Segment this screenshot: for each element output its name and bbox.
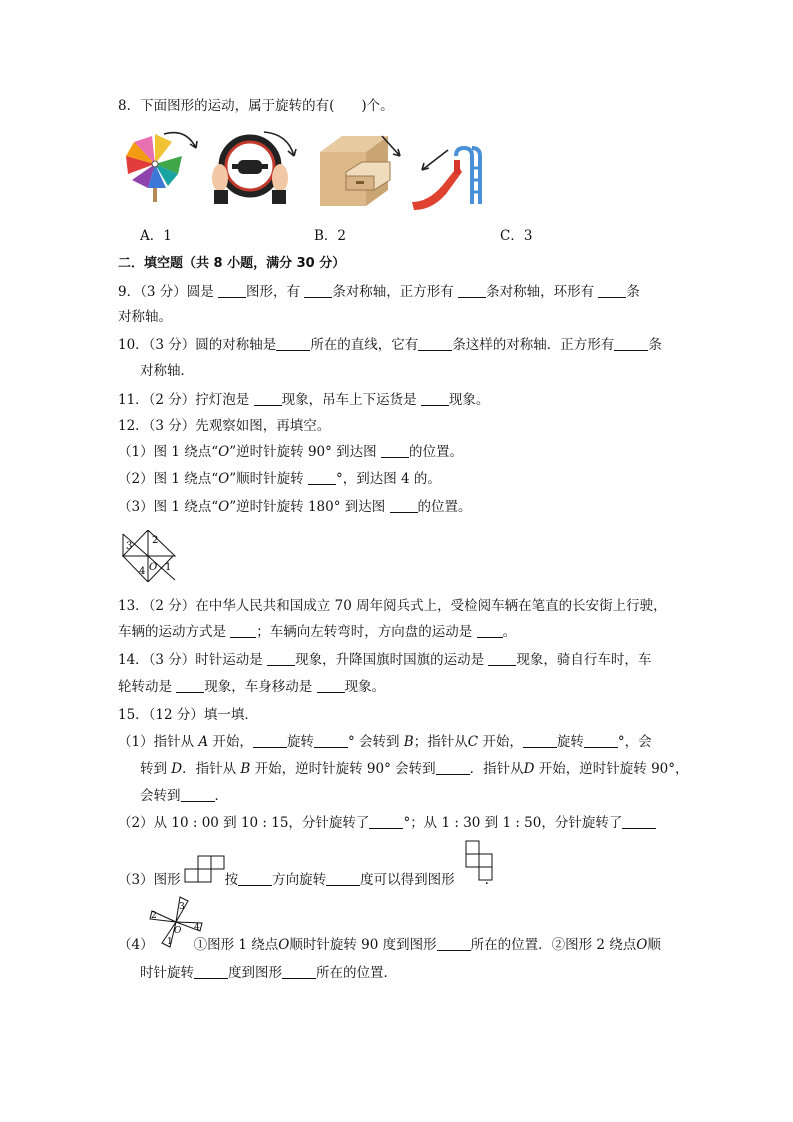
q10-line2: 对称轴． bbox=[140, 363, 194, 379]
fig2-label-4: 4 bbox=[194, 923, 200, 933]
q15-part1-line2: 转到 D．指针从 B 开始，逆时针旋转 90° 会转到 ．指针从D 开始，逆时针旋转 90°， bbox=[140, 761, 689, 777]
answer-blank[interactable] bbox=[622, 814, 656, 829]
option-c: C．3 bbox=[500, 228, 533, 244]
section-title: 二．填空题（共 8 小题，满分 30 分） bbox=[118, 256, 346, 271]
answer-blank[interactable] bbox=[254, 391, 282, 406]
answer-blank[interactable] bbox=[314, 733, 348, 748]
q12-part1: （1）图 1 绕点“O”逆时针旋转 90° 到达图 的位置。 bbox=[118, 444, 463, 460]
shape-grid-figure-2 bbox=[465, 840, 495, 884]
answer-blank[interactable] bbox=[194, 964, 228, 979]
shape-grid-figure-1 bbox=[184, 855, 228, 885]
fig-label-2: 2 bbox=[152, 535, 159, 546]
answer-blank[interactable] bbox=[437, 936, 471, 951]
answer-blank[interactable] bbox=[598, 283, 626, 298]
slide-icon bbox=[408, 144, 490, 212]
fig-label-3: 3 bbox=[126, 541, 133, 552]
fig2-label-3: 3 bbox=[179, 902, 185, 912]
q15-part2: （2）从 10 : 00 到 10 : 15，分针旋转了 °；从 1 : 30 到 1 : 50，分针旋转了 bbox=[118, 813, 656, 833]
q15-part1-line1: （1）指针从 A 开始， 旋转 ° 会转到 B；指针从C 开始， 旋转 °，会 bbox=[118, 734, 652, 750]
answer-blank[interactable] bbox=[421, 391, 449, 406]
fig2-label-o: O bbox=[174, 926, 182, 936]
q9-line2: 对称轴。 bbox=[118, 309, 172, 325]
answer-blank[interactable] bbox=[326, 871, 360, 886]
steering-wheel-icon bbox=[210, 128, 300, 208]
answer-blank[interactable] bbox=[181, 787, 215, 802]
answer-blank[interactable] bbox=[390, 498, 418, 513]
q15-part4-line2: 时针旋转 度到图形 所在的位置． bbox=[140, 965, 397, 981]
q12-part2: （2）图 1 绕点“O”顺时针旋转 °，到达图 4 的。 bbox=[118, 471, 441, 487]
q15-part4-line1: （4） ①图形 1 绕点O顺时针旋转 90 度到图形 所在的位置．②图形 2 绕点O顺 bbox=[118, 937, 661, 953]
q15-stem: 15．（12 分）填一填． bbox=[118, 707, 258, 723]
answer-blank[interactable] bbox=[436, 760, 470, 775]
q13-line2: 车辆的运动方式是 ；车辆向左转弯时，方向盘的运动是 。 bbox=[118, 624, 517, 640]
answer-blank[interactable] bbox=[381, 443, 409, 458]
drawer-cabinet-icon bbox=[316, 132, 408, 210]
answer-blank[interactable] bbox=[304, 283, 332, 298]
fig-label-1: 1 bbox=[165, 562, 172, 573]
answer-blank[interactable] bbox=[458, 283, 486, 298]
q13-line1: 13．（2 分）在中华人民共和国成立 70 周年阅兵式上，受检阅车辆在笔直的长安街上行驶， bbox=[118, 598, 667, 614]
q15-part1-line3: 会转到 ． bbox=[140, 788, 228, 804]
answer-blank[interactable] bbox=[369, 814, 403, 829]
answer-blank[interactable] bbox=[176, 678, 204, 693]
q10-line1: 10．（3 分）圆的对称轴是 所在的直线，它有 条这样的对称轴．正方形有 条 bbox=[118, 337, 662, 353]
answer-blank[interactable] bbox=[282, 964, 316, 979]
answer-blank[interactable] bbox=[317, 678, 345, 693]
answer-blank[interactable] bbox=[418, 336, 452, 351]
q14-line1: 14．（3 分）时针运动是 现象，升降国旗时国旗的运动是 现象，骑自行车时，车 bbox=[118, 652, 652, 668]
answer-blank[interactable] bbox=[584, 733, 618, 748]
fig2-label-2: 2 bbox=[151, 911, 157, 921]
answer-blank[interactable] bbox=[253, 733, 287, 748]
answer-blank[interactable] bbox=[238, 871, 272, 886]
answer-blank[interactable] bbox=[308, 470, 336, 485]
fig-label-o: O bbox=[149, 562, 158, 573]
rotation-figure bbox=[121, 530, 179, 582]
pinwheel-icon bbox=[120, 126, 202, 202]
answer-blank[interactable] bbox=[276, 336, 310, 351]
q11: 11．（2 分）拧灯泡是 现象，吊车上下运货是 现象。 bbox=[118, 392, 490, 408]
answer-blank[interactable] bbox=[614, 336, 648, 351]
option-b: B．2 bbox=[314, 228, 347, 244]
answer-blank[interactable] bbox=[477, 623, 503, 638]
option-a: A．1 bbox=[140, 228, 172, 244]
fig-label-4: 4 bbox=[139, 566, 146, 577]
fig2-label-1: 1 bbox=[167, 937, 173, 947]
q8-stem: 8．下面图形的运动，属于旋转的有( )个。 bbox=[118, 98, 394, 114]
q12-part3: （3）图 1 绕点“O”逆时针旋转 180° 到达图 的位置。 bbox=[118, 499, 472, 515]
q14-line2: 轮转动是 现象，车身移动是 现象。 bbox=[118, 679, 386, 695]
answer-blank[interactable] bbox=[267, 651, 295, 666]
q15-part3: （3）图形 按 方向旋转 度可以得到图形 bbox=[118, 872, 455, 888]
answer-blank[interactable] bbox=[230, 623, 256, 638]
q12-stem: 12．（3 分）先观察如图，再填空。 bbox=[118, 418, 331, 434]
answer-blank[interactable] bbox=[523, 733, 557, 748]
answer-blank[interactable] bbox=[488, 651, 516, 666]
q9-line1: 9．（3 分）圆是 图形，有 条对称轴，正方形有 条对称轴，环形有 条 bbox=[118, 284, 640, 300]
answer-blank[interactable] bbox=[218, 283, 246, 298]
